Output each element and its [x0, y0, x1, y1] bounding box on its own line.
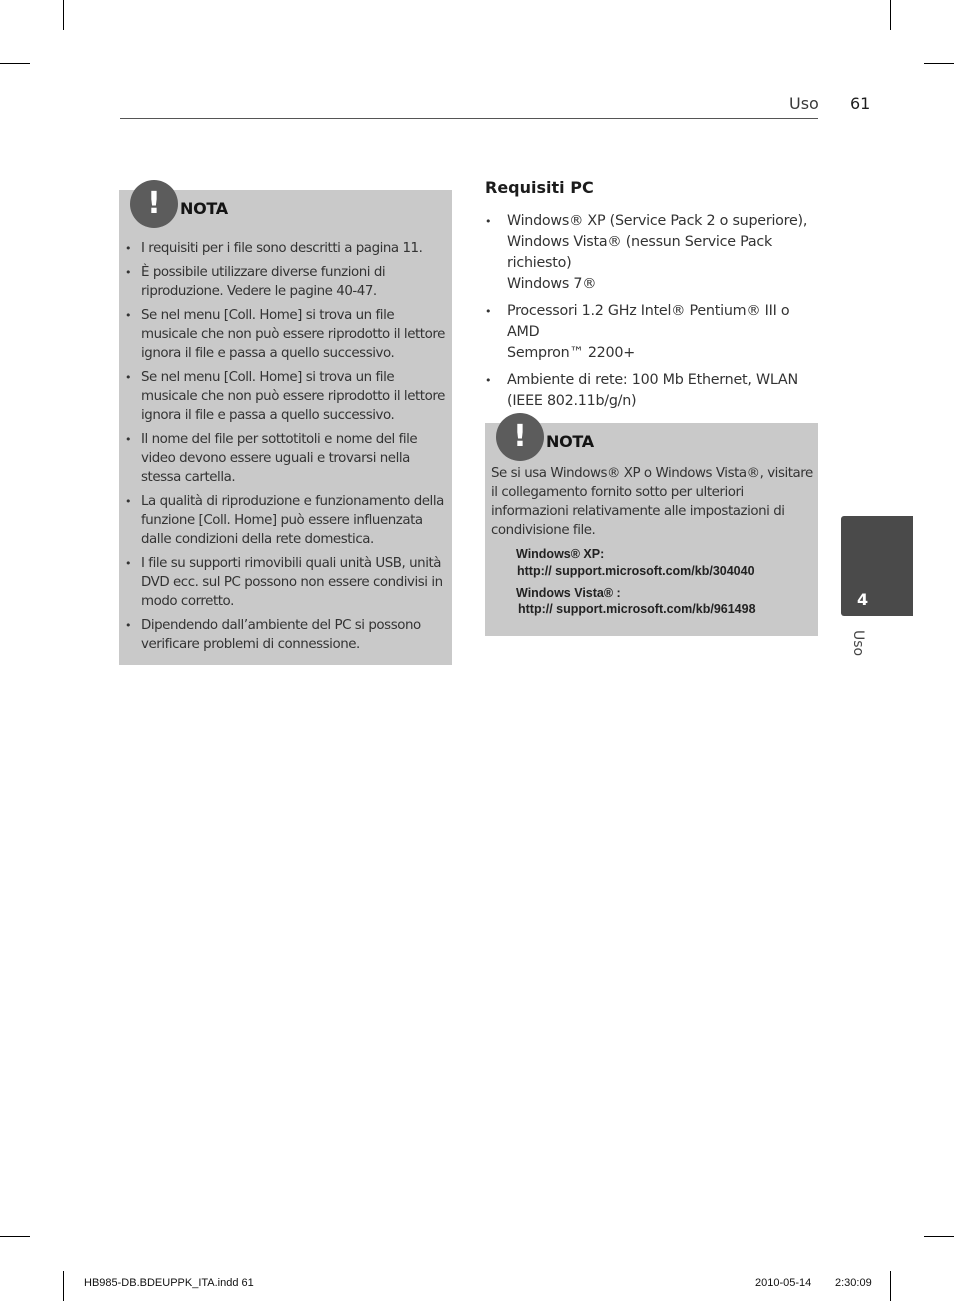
crop-mark — [63, 0, 64, 30]
footer-date: 2010-05-14 — [755, 1277, 812, 1289]
footer-filename: HB985-DB.BDEUPPK_ITA.indd 61 — [84, 1277, 254, 1289]
list-item-line: richiesto) — [507, 255, 572, 271]
chapter-number: 4 — [857, 590, 869, 609]
header-section-title: Uso — [789, 94, 819, 113]
note-body: Se si usa Windows® XP o Windows Vista®, visitare il collegamento fornito sotto per ulteriori informazioni relativamente alle impostazioni di condivisione file. — [491, 466, 813, 538]
crop-mark — [0, 1236, 30, 1237]
note-title: NOTA — [546, 432, 594, 451]
note-box-right — [485, 419, 818, 636]
list-item-line: Ambiente di rete: 100 Mb Ethernet, WLAN — [507, 372, 798, 388]
list-item: • La qualità di riproduzione e funzionamento della funzione [Coll. Home] può essere influenzata dalle condizioni della rete domestica. — [125, 492, 447, 549]
list-item-line: Windows 7® — [507, 276, 597, 292]
page-number: 61 — [850, 94, 871, 113]
list-item-line: Processori 1.2 GHz Intel® Pentium® III o AMD — [507, 303, 790, 340]
note-box-left — [119, 186, 452, 665]
list-item — [485, 301, 825, 364]
list-item: • Se nel menu [Coll. Home] si trova un file musicale che non può essere riprodotto il lettore ignora il file e passa a quello successivo. — [125, 306, 447, 363]
link-url-vista[interactable]: http:// support.microsoft.com/kb/961498 — [518, 602, 756, 616]
requirements-list — [485, 211, 825, 418]
list-item: • È possibile utilizzare diverse funzioni di riproduzione. Vedere le pagine 40-47. — [125, 263, 447, 301]
list-item-line: Windows® XP (Service Pack 2 o superiore), — [507, 213, 808, 229]
chapter-label: Uso — [850, 630, 866, 657]
link-url-xp[interactable]: http:// support.microsoft.com/kb/304040 — [517, 564, 755, 578]
link-label-xp: Windows® XP: — [516, 547, 605, 561]
crop-mark — [890, 1271, 891, 1301]
crop-mark — [63, 1271, 64, 1301]
list-item: • I requisiti per i file sono descritti a pagina 11. — [125, 239, 447, 258]
footer-time: 2:30:09 — [835, 1277, 872, 1289]
note-title: NOTA — [180, 199, 228, 218]
list-item: • Dipendendo dall’ambiente del PC si possono verificare problemi di connessione. — [125, 616, 447, 654]
list-item: • Il nome del file per sottotitoli e nome del file video devono essere uguali e trovarsi nella stessa cartella. — [125, 430, 447, 487]
section-heading: Requisiti PC — [485, 178, 594, 197]
list-item — [485, 211, 825, 295]
note-list — [125, 239, 447, 659]
list-item — [485, 370, 825, 412]
link-label-vista: Windows Vista® : — [516, 586, 621, 600]
crop-mark — [890, 0, 891, 30]
list-item-line: (IEEE 802.11b/g/n) — [507, 393, 637, 409]
crop-mark — [924, 63, 954, 64]
exclamation-icon: ! — [496, 413, 544, 461]
crop-mark — [0, 63, 30, 64]
crop-mark — [924, 1236, 954, 1237]
list-item-line: Sempron™ 2200+ — [507, 345, 635, 361]
list-item: • I file su supporti rimovibili quali unità USB, unità DVD ecc. sul PC possono non essere condivisi in modo corretto. — [125, 554, 447, 611]
list-item: • Se nel menu [Coll. Home] si trova un file musicale che non può essere riprodotto il lettore ignora il file e passa a quello successivo. — [125, 368, 447, 425]
chapter-tab — [841, 516, 913, 616]
list-item-line: Windows Vista® (nessun Service Pack — [507, 234, 772, 250]
exclamation-icon: ! — [130, 180, 178, 228]
header-divider — [120, 118, 818, 119]
